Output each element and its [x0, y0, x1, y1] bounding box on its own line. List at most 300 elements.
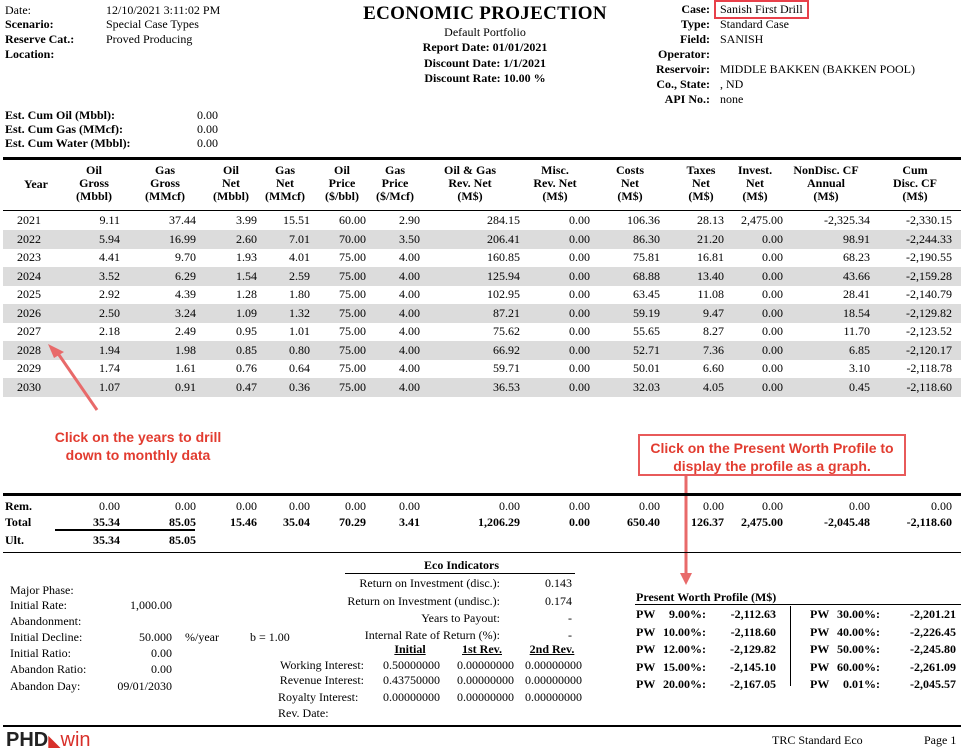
irr-value: -	[568, 628, 572, 642]
pw-rate[interactable]: 60.00%:	[837, 659, 880, 674]
table-cell: 0.00	[569, 213, 590, 227]
rev2-col-header: 2nd Rev.	[529, 642, 575, 656]
pw-rate[interactable]: 0.01%:	[843, 677, 880, 691]
table-cell: 4.00	[399, 379, 420, 394]
rem-cell: 0.00	[639, 499, 660, 513]
table-cell: 75.00	[339, 305, 366, 320]
cum-gas-value: 0.00	[197, 122, 218, 136]
table-cell: 0.95	[236, 324, 257, 338]
table-cell: -2,140.79	[906, 287, 952, 301]
table-cell: 75.00	[339, 342, 366, 357]
column-header-line: Price	[328, 176, 356, 190]
table-cell: 0.00	[569, 287, 590, 301]
table-cell: 4.39	[175, 287, 196, 301]
rem-cell: 0.00	[499, 499, 520, 513]
pw-callout-text: Click on the Present Worth Profile to display the profile as a graph.	[650, 440, 894, 474]
column-header-line: (M$)	[542, 189, 568, 203]
pw-value[interactable]: -2,226.45	[910, 624, 956, 639]
pw-value[interactable]: -2,129.82	[730, 642, 776, 656]
field-value: SANISH	[720, 32, 764, 46]
year-cell[interactable]: 2024	[17, 268, 41, 283]
payout-label: Years to Payout:	[421, 611, 500, 625]
table-cell: 2.60	[236, 231, 257, 246]
table-cell: 0.00	[762, 250, 783, 264]
pw-label[interactable]: PW	[636, 642, 656, 656]
logo-win: win	[60, 729, 91, 751]
column-header-line: Misc.	[541, 163, 569, 177]
table-cell: 43.66	[843, 268, 870, 283]
table-cell: 11.70	[843, 324, 870, 338]
present-worth-profile-title[interactable]: Present Worth Profile (M$)	[636, 590, 777, 604]
table-cell: 0.00	[762, 342, 783, 357]
pw-rate[interactable]: 40.00%:	[837, 624, 880, 639]
scenario-value: Special Case Types	[106, 17, 199, 31]
table-cell: 0.00	[762, 231, 783, 246]
table-cell: 1.07	[99, 379, 120, 394]
wi-rev2: 0.00000000	[525, 658, 582, 672]
initial-rate-value: 1,000.00	[130, 598, 172, 612]
table-cell: 3.99	[236, 213, 257, 227]
table-cell: 75.00	[339, 324, 366, 338]
year-cell[interactable]: 2021	[17, 213, 41, 227]
table-cell: 0.00	[569, 250, 590, 264]
report-name: TRC Standard Eco	[772, 733, 863, 747]
table-cell: 3.52	[99, 268, 120, 283]
table-cell: 0.47	[236, 379, 257, 394]
table-cell: 1.09	[236, 305, 257, 320]
column-header-line: Gas	[274, 163, 295, 177]
table-cell: 284.15	[487, 213, 520, 227]
table-cell: 98.91	[843, 231, 870, 246]
ult-cell: 35.34	[93, 533, 120, 547]
column-header-line: Net	[692, 176, 710, 190]
total-cell: 650.40	[627, 515, 660, 529]
location-label: Location:	[5, 47, 55, 61]
discount-date: Discount Date: 1/1/2021	[424, 56, 546, 70]
column-header-line: Gross	[79, 176, 109, 190]
reserve-label: Reserve Cat.:	[5, 32, 75, 46]
table-cell: 7.01	[289, 231, 310, 246]
table-cell: 63.45	[633, 287, 660, 301]
table-cell: -2,118.78	[906, 361, 952, 375]
table-cell: 0.00	[569, 379, 590, 394]
column-header-line: Price	[381, 176, 409, 190]
table-cell: 9.70	[175, 250, 196, 264]
year-cell[interactable]: 2030	[17, 379, 41, 394]
column-header-line: Rev. Net	[533, 176, 577, 190]
column-header-line: Oil & Gas	[443, 163, 496, 177]
scenario-label: Scenario:	[5, 17, 54, 31]
table-cell: 4.41	[99, 250, 120, 264]
ri-rev1: 0.00000000	[457, 673, 514, 687]
logo-phd: PHD	[6, 729, 49, 751]
rem-cell: 0.00	[289, 499, 310, 513]
roy-label: Royalty Interest:	[278, 690, 359, 704]
column-header-line: Costs	[615, 163, 644, 177]
table-cell: 18.54	[843, 305, 870, 320]
table-cell: 4.00	[399, 287, 420, 301]
column-header-line: Invest.	[737, 163, 773, 177]
table-cell: 36.53	[493, 379, 520, 394]
cum-water-label: Est. Cum Water (Mbbl):	[5, 136, 131, 150]
table-cell: 75.81	[633, 250, 660, 264]
table-cell: -2,159.28	[906, 268, 952, 283]
initial-decline-unit: %/year	[185, 630, 219, 644]
roi-disc-label: Return on Investment (disc.):	[359, 576, 500, 590]
table-cell: 0.00	[762, 361, 783, 375]
case-value: Sanish First Drill	[720, 2, 803, 16]
table-cell: 1.61	[175, 361, 196, 375]
table-cell: -2,325.34	[824, 213, 870, 227]
rev1-col-header: 1st Rev.	[462, 642, 502, 656]
footer-rule	[3, 725, 961, 727]
table-cell: 2.50	[99, 305, 120, 320]
pw-value[interactable]: -2,045.57	[910, 677, 956, 691]
table-cell: 206.41	[487, 231, 520, 246]
total-cell: 3.41	[399, 515, 420, 529]
pw-label[interactable]: PW	[636, 607, 656, 621]
table-cell: 125.94	[487, 268, 520, 283]
pw-label[interactable]: PW	[810, 624, 830, 639]
table-cell: 4.00	[399, 361, 420, 375]
table-cell: 0.00	[569, 231, 590, 246]
column-header-line: Gas	[384, 163, 405, 177]
column-header-line: Cum	[902, 163, 928, 177]
table-cell: 13.40	[697, 268, 724, 283]
revdate-label: Rev. Date:	[278, 706, 329, 720]
type-value: Standard Case	[720, 17, 789, 31]
table-cell: 70.00	[339, 231, 366, 246]
roy-rev1: 0.00000000	[457, 690, 514, 704]
total-cell: 126.37	[691, 515, 724, 529]
column-header-line: (M$)	[617, 189, 643, 203]
table-cell: -2,123.52	[906, 324, 952, 338]
table-cell: 1.01	[289, 324, 310, 338]
total-cell: 1,206.29	[478, 515, 520, 529]
total-cell: 35.04	[283, 515, 310, 529]
rem-cell: 0.00	[703, 499, 724, 513]
ri-rev2: 0.00000000	[525, 673, 582, 687]
table-cell: 75.00	[339, 379, 366, 394]
column-header-line: Net	[746, 176, 764, 190]
totals-bottom-rule	[3, 552, 961, 553]
portfolio-name: Default Portfolio	[444, 25, 526, 39]
table-cell: 4.00	[399, 250, 420, 264]
table-cell: 1.32	[289, 305, 310, 320]
year-cell[interactable]: 2023	[17, 250, 41, 264]
year-cell[interactable]: 2026	[17, 305, 41, 320]
column-header-line: Net	[222, 176, 240, 190]
column-header-line: Year	[24, 177, 48, 191]
column-header-line: Net	[276, 176, 294, 190]
pw-rate[interactable]: 12.00%:	[663, 642, 706, 656]
reservoir-value: MIDDLE BAKKEN (BAKKEN POOL)	[720, 62, 915, 76]
table-cell: 0.00	[569, 305, 590, 320]
roy-rev2: 0.00000000	[525, 690, 582, 704]
ri-initial: 0.43750000	[383, 673, 440, 687]
date-value: 12/10/2021 3:11:02 PM	[106, 3, 221, 17]
table-cell: 102.95	[487, 287, 520, 301]
table-cell: 3.50	[399, 231, 420, 246]
table-cell: 8.27	[703, 324, 724, 338]
total-label: Total	[5, 515, 32, 529]
table-cell: 2,475.00	[741, 213, 783, 227]
rem-cell: 0.00	[569, 499, 590, 513]
years-arrow	[57, 352, 97, 410]
year-cell[interactable]: 2028	[17, 342, 41, 357]
column-header-line: ($/bbl)	[324, 189, 359, 203]
table-cell: 75.00	[339, 287, 366, 301]
column-header-line: (M$)	[902, 189, 928, 203]
table-cell: 75.00	[339, 250, 366, 264]
table-cell: 4.01	[289, 250, 310, 264]
table-cell: 1.28	[236, 287, 257, 301]
api-value: none	[720, 92, 744, 106]
table-cell: 32.03	[633, 379, 660, 394]
pw-label[interactable]: PW	[810, 607, 830, 621]
table-cell: 16.99	[169, 231, 196, 246]
total-cell: -2,045.48	[824, 515, 870, 529]
pw-rate[interactable]: 50.00%:	[837, 642, 880, 656]
initial-ratio-value: 0.00	[151, 646, 172, 660]
cum-water-value: 0.00	[197, 136, 218, 150]
pw-label[interactable]: PW	[636, 624, 656, 639]
column-header-line: Disc. CF	[893, 176, 937, 190]
pw-value[interactable]: -2,145.10	[730, 659, 776, 674]
years-drilldown-note: Click on the years to drill down to monthly data	[54, 429, 222, 463]
table-cell: 2.49	[175, 324, 196, 338]
abandon-ratio-label: Abandon Ratio:	[10, 662, 87, 676]
page-number: Page 1	[924, 733, 957, 747]
ult-cell: 85.05	[169, 533, 196, 547]
pw-label[interactable]: PW	[810, 642, 830, 656]
table-cell: 0.64	[289, 361, 310, 375]
table-cell: 4.00	[399, 324, 420, 338]
table-cell: 0.36	[289, 379, 310, 394]
column-header-line: Taxes	[686, 163, 716, 177]
rem-cell: 0.00	[762, 499, 783, 513]
field-label: Field:	[680, 32, 710, 46]
column-header-line: Oil	[85, 163, 102, 177]
table-cell: -2,129.82	[906, 305, 952, 320]
pw-arrowhead	[680, 573, 692, 585]
pw-value[interactable]: -2,112.63	[730, 607, 776, 621]
abandon-day-label: Abandon Day:	[10, 679, 81, 693]
pw-divider	[790, 606, 791, 686]
table-cell: 0.00	[569, 268, 590, 283]
table-cell: 3.24	[175, 305, 196, 320]
pw-rate[interactable]: 10.00%:	[663, 624, 706, 639]
initial-rate-label: Initial Rate:	[10, 598, 67, 612]
total-cell: 15.46	[230, 515, 257, 529]
payout-value: -	[568, 611, 572, 625]
rem-label: Rem.	[5, 499, 32, 513]
column-header-line: ($/Mcf)	[376, 189, 414, 203]
ri-label: Revenue Interest:	[279, 673, 364, 687]
date-label: Date:	[5, 3, 31, 17]
table-cell: 52.71	[633, 342, 660, 357]
table-cell: -2,120.17	[906, 342, 952, 357]
page-title: ECONOMIC PROJECTION	[363, 3, 607, 24]
table-cell: 1.74	[99, 361, 120, 375]
rem-cell: 0.00	[99, 499, 120, 513]
roi-undisc-value: 0.174	[545, 594, 572, 608]
costate-value: , ND	[720, 77, 744, 91]
table-cell: 0.00	[762, 324, 783, 338]
abandonment-label: Abandonment:	[10, 614, 82, 628]
years-arrowhead	[48, 344, 64, 358]
table-cell: 160.85	[487, 250, 520, 264]
abandon-day-value: 09/01/2030	[117, 679, 172, 693]
table-cell: 0.00	[569, 361, 590, 375]
table-cell: 1.80	[289, 287, 310, 301]
total-cell: -2,118.60	[906, 515, 952, 529]
table-cell: 1.94	[99, 342, 120, 357]
initial-col-header: Initial	[394, 642, 426, 656]
table-cell: 0.00	[762, 268, 783, 283]
cum-oil-label: Est. Cum Oil (Mbbl):	[5, 108, 116, 122]
table-cell: 75.00	[339, 361, 366, 375]
table-cell: 1.54	[236, 268, 257, 283]
eco-title-rule	[345, 573, 575, 574]
initial-decline-value: 50.000	[139, 630, 172, 644]
roi-undisc-label: Return on Investment (undisc.):	[347, 594, 500, 608]
year-cell[interactable]: 2027	[17, 324, 41, 338]
ult-label: Ult.	[5, 533, 24, 547]
column-header-line: Net	[621, 176, 639, 190]
table-cell: 2.92	[99, 287, 120, 301]
column-header-line: (Mbbl)	[76, 189, 112, 203]
pw-label[interactable]: PW	[636, 659, 656, 674]
cum-gas-label: Est. Cum Gas (MMcf):	[5, 122, 123, 136]
totals-top-rule	[3, 493, 961, 496]
column-header-line: Gross	[150, 176, 180, 190]
pw-label[interactable]: PW	[810, 677, 830, 691]
table-cell: 59.71	[493, 361, 520, 375]
report-date: Report Date: 01/01/2021	[422, 40, 548, 54]
table-cell: 9.47	[703, 305, 724, 320]
total-cell: 2,475.00	[741, 515, 783, 529]
roi-disc-value: 0.143	[545, 576, 572, 590]
abandon-ratio-value: 0.00	[151, 662, 172, 676]
table-cell: 6.85	[849, 342, 870, 357]
table-cell: -2,330.15	[906, 213, 952, 227]
rem-cell: 0.00	[236, 499, 257, 513]
table-cell: 66.92	[493, 342, 520, 357]
table-cell: 0.76	[236, 361, 257, 375]
table-cell: 60.00	[339, 213, 366, 227]
pw-value[interactable]: -2,245.80	[910, 642, 956, 656]
rem-cell: 0.00	[345, 499, 366, 513]
pw-value[interactable]: -2,201.21	[910, 607, 956, 621]
rem-cell: 0.00	[175, 499, 196, 513]
wi-rev1: 0.00000000	[457, 658, 514, 672]
pw-callout	[638, 434, 906, 476]
column-header-line: Annual	[806, 176, 846, 190]
table-cell: 6.60	[703, 361, 724, 375]
table-cell: 1.93	[236, 250, 257, 264]
pw-value[interactable]: -2,118.60	[730, 624, 776, 639]
column-header-line: Oil	[333, 163, 350, 177]
pw-value[interactable]: -2,167.05	[730, 677, 776, 691]
table-cell: 6.29	[175, 268, 196, 283]
table-cell: 2.18	[99, 324, 120, 338]
table-cell: 4.00	[399, 305, 420, 320]
major-phase-label: Major Phase:	[10, 583, 74, 597]
rem-cell: 0.00	[931, 499, 952, 513]
wi-initial: 0.50000000	[383, 658, 440, 672]
table-cell: 50.01	[633, 361, 660, 375]
table-cell: 0.80	[289, 342, 310, 357]
b-factor: b = 1.00	[250, 630, 290, 644]
table-cell: 55.65	[633, 324, 660, 338]
phdwin-logo	[6, 729, 91, 752]
column-header-line: (MMcf)	[145, 189, 185, 203]
table-cell: -2,244.33	[906, 231, 952, 246]
table-cell: 59.19	[633, 305, 660, 320]
table-cell: 0.00	[762, 305, 783, 320]
column-header-line: (M$)	[742, 189, 768, 203]
table-cell: 37.44	[169, 213, 196, 227]
pw-label[interactable]: PW	[636, 677, 656, 691]
total-cell: 35.34	[93, 515, 120, 529]
eco-indicators-title: Eco Indicators	[424, 558, 499, 572]
reserve-value: Proved Producing	[106, 32, 193, 46]
column-header-line: Oil	[222, 163, 239, 177]
table-cell: 0.00	[762, 287, 783, 301]
table-cell: 75.00	[339, 268, 366, 283]
table-cell: 0.00	[762, 379, 783, 394]
table-cell: 68.88	[633, 268, 660, 283]
costate-label: Co., State:	[656, 77, 710, 91]
table-cell: -2,118.60	[906, 379, 952, 394]
rem-cell: 0.00	[849, 499, 870, 513]
year-cell[interactable]: 2029	[17, 361, 41, 375]
discount-rate: Discount Rate: 10.00 %	[424, 71, 546, 85]
pw-rate[interactable]: 9.00%:	[669, 607, 706, 621]
wi-label: Working Interest:	[279, 658, 364, 672]
total-cell: 85.05	[169, 515, 196, 529]
total-cell: 70.29	[339, 515, 366, 529]
pw-rate[interactable]: 30.00%:	[837, 607, 880, 621]
pw-rate[interactable]: 15.00%:	[663, 659, 706, 674]
table-cell: 0.00	[569, 342, 590, 357]
reservoir-label: Reservoir:	[656, 62, 710, 76]
table-cell: 2.59	[289, 268, 310, 283]
column-header-line: (Mbbl)	[213, 189, 249, 203]
pw-rate[interactable]: 20.00%:	[663, 677, 706, 691]
table-cell: 28.41	[843, 287, 870, 301]
case-label: Case:	[681, 2, 710, 16]
total-underline	[55, 529, 195, 531]
table-cell: 21.20	[697, 231, 724, 246]
table-cell: 1.98	[175, 342, 196, 357]
table-cell: 5.94	[99, 231, 120, 246]
pw-value[interactable]: -2,261.09	[910, 659, 956, 674]
year-cell[interactable]: 2022	[17, 231, 41, 246]
table-cell: 0.91	[175, 379, 196, 394]
roy-initial: 0.00000000	[383, 690, 440, 704]
year-cell[interactable]: 2025	[17, 287, 41, 301]
column-header-line: Gas	[154, 163, 175, 177]
table-cell: 87.21	[493, 305, 520, 320]
flame-icon: ◣	[48, 733, 61, 750]
column-header-line: (M$)	[688, 189, 714, 203]
table-cell: 28.13	[697, 213, 724, 227]
type-label: Type:	[680, 17, 710, 31]
pw-label[interactable]: PW	[810, 659, 830, 674]
column-header-line: (MMcf)	[265, 189, 305, 203]
